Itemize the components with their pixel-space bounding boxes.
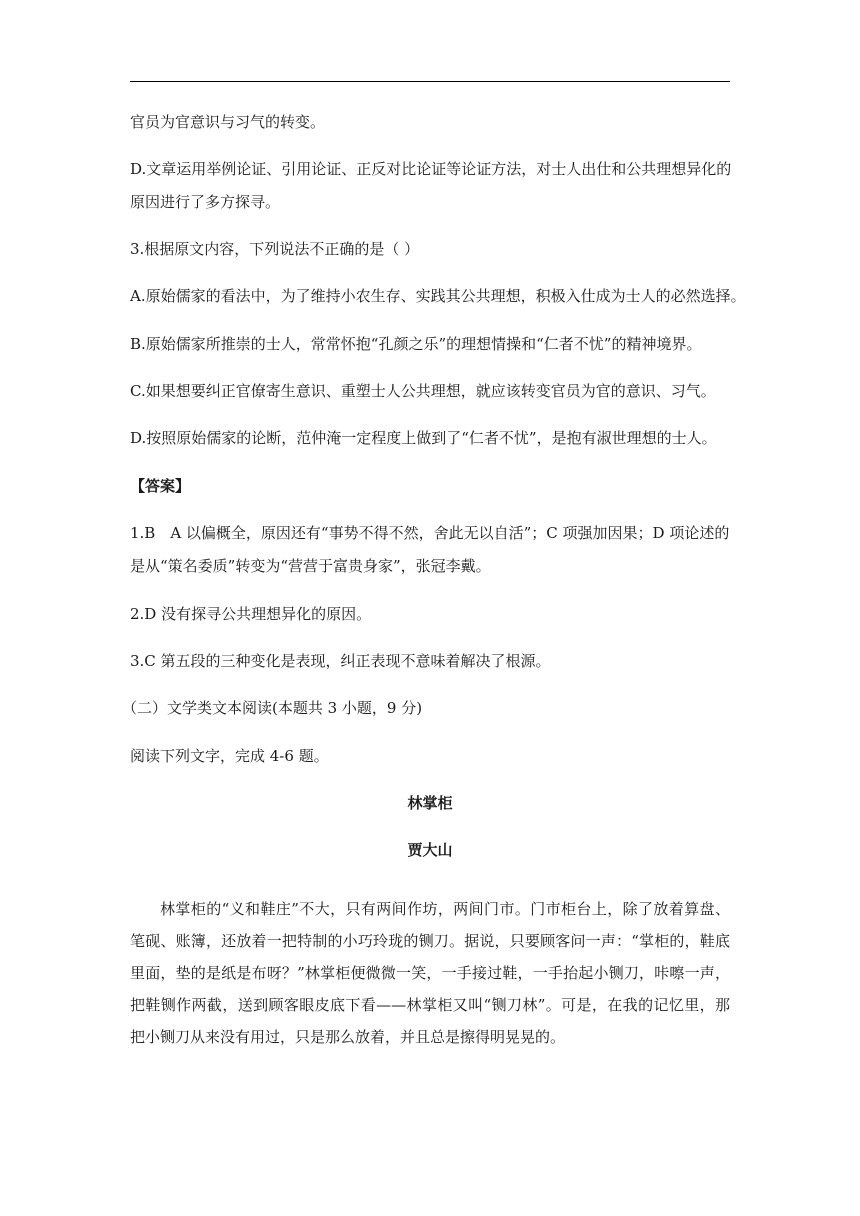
story-title: 林掌柜 <box>407 794 453 812</box>
text-line: 官员为官意识与习气的转变。 <box>130 113 326 131</box>
story-paragraph: 林掌柜的“义和鞋庄”不大，只有两间作坊，两间门市。门市柜台上，除了放着算盘、笔砚、账簿，还放着一把特制的小巧玲珑的铡刀。据说，只要顾客问一声：“掌柜的，鞋底里面，垫的是纸是布呀？”林掌柜便微微一笑，一手接过鞋，一手抬起小铡刀，咔嚓一声，把鞋铡作两截，送到顾客眼皮底下看——林掌柜又叫“铡刀林”。可是，在我的记忆里，那把小铡刀从来没有用过，只是那么放着，并且总是擦得明晃晃的。 <box>130 900 730 1046</box>
story-author: 贾大山 <box>407 841 453 859</box>
option-a: A.原始儒家的看法中，为了维持小农生存、实践其公共理想，积极入仕成为士人的必然选择。 <box>130 287 746 305</box>
text-line: D.文章运用举例论证、引用论证、正反对比论证等论证方法，对士人出仕和公共理想异化的 <box>130 160 732 178</box>
header-rule <box>130 81 730 82</box>
text-line: 原因进行了多方探寻。 <box>130 193 281 211</box>
question-3: 3.根据原文内容，下列说法不正确的是（ ） <box>130 240 420 258</box>
option-b: B.原始儒家所推崇的士人，常常怀抱“孔颜之乐”的理想情操和“仁者不忧”的精神境界。 <box>130 335 702 353</box>
answer-1: 1.B A 以偏概全，原因还有“事势不得不然，舍此无以自活”；C 项强加因果；D 项论述的 <box>130 524 730 542</box>
option-d: D.按照原始儒家的论断，范仲淹一定程度上做到了“仁者不忧”，是抱有淑世理想的士人。 <box>130 429 717 447</box>
answer-1-cont: 是从“策名委质”转变为“营营于富贵身家”，张冠李戴。 <box>130 557 491 575</box>
section-heading: （二）文学类文本阅读(本题共 3 小题，9 分) <box>122 699 423 717</box>
answer-heading: 【答案】 <box>130 477 191 495</box>
answer-2: 2.D 没有探寻公共理想异化的原因。 <box>130 605 372 623</box>
answer-3: 3.C 第五段的三种变化是表现，纠正表现不意味着解决了根源。 <box>130 652 551 670</box>
story-body <box>130 893 730 1053</box>
instruction: 阅读下列文字，完成 4-6 题。 <box>130 747 329 765</box>
option-c: C.如果想要纠正官僚寄生意识、重塑士人公共理想，就应该转变官员为官的意识、习气。 <box>130 382 716 400</box>
